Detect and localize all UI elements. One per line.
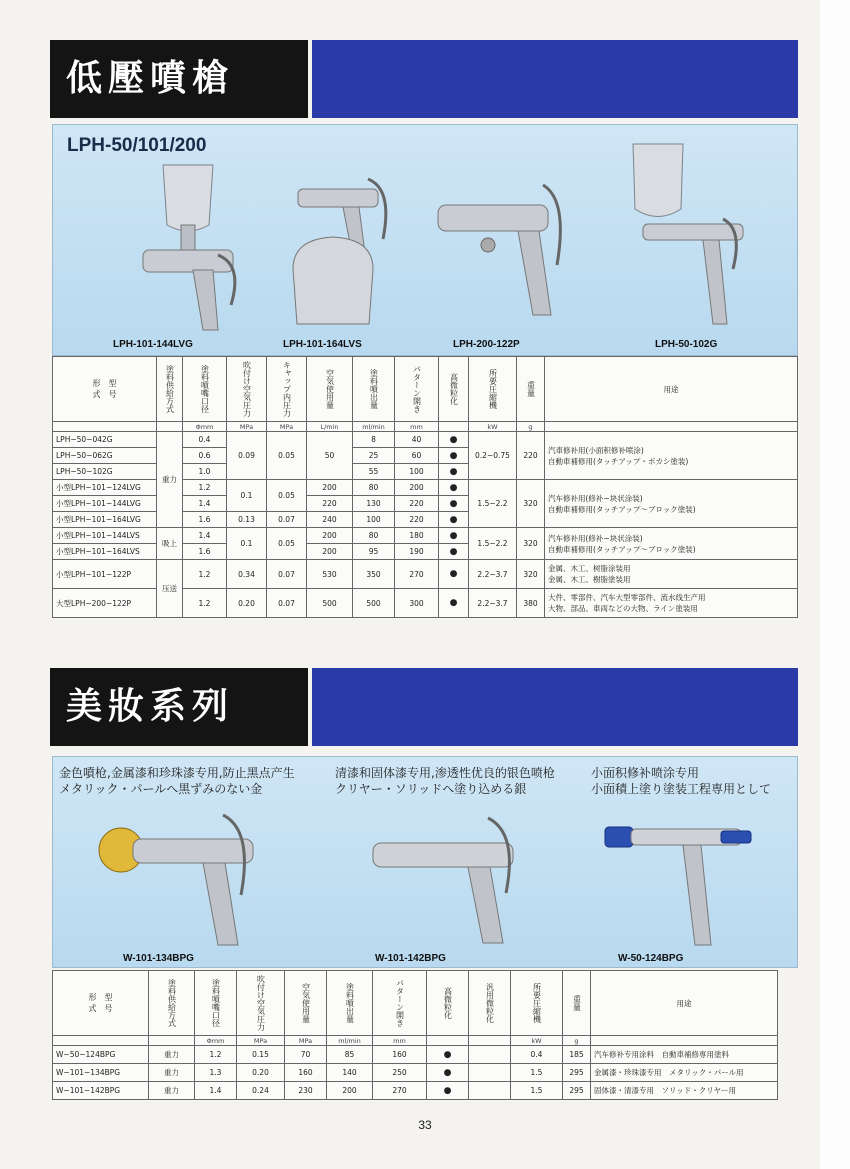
cap-cell: 0.05 <box>267 528 307 560</box>
comp-cell: 1.5−2.2 <box>469 480 517 528</box>
table-row <box>53 560 798 589</box>
unit: mm <box>373 1036 427 1046</box>
nozzle-cell: 0.4 <box>183 432 227 448</box>
nozzle-cell: 1.6 <box>183 544 227 560</box>
desc-line: 清漆和固体漆专用,渗透性优良的银色喷枪 <box>335 766 555 780</box>
weight-cell: 295 <box>563 1064 591 1082</box>
col-weight: 重量 <box>563 971 591 1036</box>
gun-label-7: W-50-124BPG <box>618 953 684 964</box>
table-row <box>53 1064 778 1082</box>
desc-line: メタリック・パールへ黒ずみのない金 <box>59 782 263 796</box>
fine-dot: ● <box>439 560 469 589</box>
col-atom-pressure: 吹付け空気圧力 <box>227 357 267 422</box>
paint-cell: 8 <box>353 432 395 448</box>
pattern-cell: 160 <box>373 1046 427 1064</box>
weight-cell: 380 <box>517 589 545 618</box>
spray-gun-gold-image <box>93 805 263 950</box>
cap-cell: 0.05 <box>267 480 307 512</box>
unit: g <box>563 1036 591 1046</box>
page-edge <box>820 0 850 1169</box>
desc-line: クリヤー・ソリッドへ塗り込める銀 <box>335 782 527 796</box>
atom-cell: 0.09 <box>227 432 267 480</box>
units-row <box>53 422 798 432</box>
section2-title: 美妝系列 <box>50 668 308 746</box>
fine-dot: ● <box>439 480 469 496</box>
atom-cell: 0.15 <box>237 1046 285 1064</box>
comp-cell: 0.4 <box>511 1046 563 1064</box>
nozzle-cell: 1.2 <box>195 1046 237 1064</box>
model-cell: LPH−50−102G <box>53 464 157 480</box>
nozzle-cell: 1.3 <box>195 1064 237 1082</box>
unit: MPa <box>285 1036 327 1046</box>
gun-label-6: W-101-142BPG <box>375 953 446 964</box>
weight-cell: 295 <box>563 1082 591 1100</box>
col-atom-pressure: 吹付け空気圧力 <box>237 971 285 1036</box>
pattern-cell: 180 <box>395 528 439 544</box>
air-cell: 70 <box>285 1046 327 1064</box>
paint-cell: 140 <box>327 1064 373 1082</box>
col-use: 用途 <box>545 357 798 422</box>
units-row <box>53 1036 778 1046</box>
paint-cell: 200 <box>327 1082 373 1100</box>
col-nozzle: 塗料噴嘴口径 <box>195 971 237 1036</box>
model-cell: LPH−50−042G <box>53 432 157 448</box>
use-cell: 金属、木工、树脂涂装用 金属、木工、樹脂塗装用 <box>545 560 798 589</box>
spray-gun-mini-image <box>623 139 763 329</box>
col-comp: 所要圧縮機 <box>469 357 517 422</box>
series-title: LPH-50/101/200 <box>67 135 207 156</box>
air-cell: 240 <box>307 512 353 528</box>
model-cell: 大型LPH−200−122P <box>53 589 157 618</box>
unit: MPa <box>227 422 267 432</box>
unit: Φmm <box>195 1036 237 1046</box>
atom-cell: 0.1 <box>227 528 267 560</box>
nozzle-cell: 1.4 <box>183 496 227 512</box>
comp-cell: 2.2−3.7 <box>469 560 517 589</box>
feed-cell: 重力 <box>149 1064 195 1082</box>
col-feed: 塗料供給方式 <box>157 357 183 422</box>
fine-dot: ● <box>439 464 469 480</box>
general-cell <box>469 1082 511 1100</box>
paint-cell: 80 <box>353 528 395 544</box>
fine-dot: ● <box>439 528 469 544</box>
spray-gun-silver-image <box>363 813 533 948</box>
section1-header <box>50 40 798 118</box>
paint-cell: 95 <box>353 544 395 560</box>
weight-cell: 320 <box>517 480 545 528</box>
pattern-cell: 190 <box>395 544 439 560</box>
spray-gun-blue-mini-image <box>603 805 763 950</box>
paint-cell: 25 <box>353 448 395 464</box>
model-cell: W−101−134BPG <box>53 1064 149 1082</box>
comp-cell: 2.2−3.7 <box>469 589 517 618</box>
cap-cell: 0.07 <box>267 589 307 618</box>
model-cell: 小型LPH−101−164LVS <box>53 544 157 560</box>
model-cell: LPH−50−062G <box>53 448 157 464</box>
gun-label-2: LPH-101-164LVS <box>283 339 362 350</box>
use-cell: 汽车修补用(修补−块状涂装) 自動車補修用(タッチアップ〜ブロック塗装) <box>545 480 798 528</box>
nozzle-cell: 1.2 <box>183 480 227 496</box>
cap-cell: 0.07 <box>267 560 307 589</box>
use-cell: 汽車修补用(小面积修补喷涂) 自動車補修用(タッチアップ・ボカシ塗装) <box>545 432 798 480</box>
comp-cell: 1.5−2.2 <box>469 528 517 560</box>
spray-gun-suction-image <box>283 159 413 334</box>
weight-cell: 320 <box>517 560 545 589</box>
paint-cell: 500 <box>353 589 395 618</box>
section2-photo <box>52 756 798 968</box>
col-fine: 高微粒化 <box>439 357 469 422</box>
gun-label-3: LPH-200-122P <box>453 339 520 350</box>
general-cell <box>469 1046 511 1064</box>
pattern-cell: 250 <box>373 1064 427 1082</box>
model-cell: 小型LPH−101−144LVG <box>53 496 157 512</box>
col-air: 空気使用量 <box>285 971 327 1036</box>
pattern-cell: 100 <box>395 464 439 480</box>
feed-cell: 重力 <box>149 1046 195 1064</box>
fine-dot: ● <box>427 1064 469 1082</box>
spray-gun-pressure-image <box>433 175 573 325</box>
gun-label-1: LPH-101-144LVG <box>113 339 193 350</box>
table-row <box>53 528 798 544</box>
atom-cell: 0.20 <box>227 589 267 618</box>
spec-table-2 <box>52 970 778 1100</box>
air-cell: 200 <box>307 544 353 560</box>
model-cell: 小型LPH−101−122P <box>53 560 157 589</box>
desc-gold <box>59 765 295 797</box>
desc-mini <box>591 765 771 797</box>
use-cell: 金属漆・珍珠漆专用 メタリック・パール用 <box>591 1064 778 1082</box>
air-cell: 500 <box>307 589 353 618</box>
fine-dot: ● <box>439 589 469 618</box>
unit: MPa <box>267 422 307 432</box>
nozzle-cell: 1.6 <box>183 512 227 528</box>
pattern-cell: 200 <box>395 480 439 496</box>
unit: g <box>517 422 545 432</box>
air-cell: 160 <box>285 1064 327 1082</box>
desc-silver <box>335 765 555 797</box>
page-number: 33 <box>418 1118 432 1132</box>
atom-cell: 0.20 <box>237 1064 285 1082</box>
pattern-cell: 270 <box>373 1082 427 1100</box>
fine-dot: ● <box>439 544 469 560</box>
unit: mm <box>395 422 439 432</box>
col-use: 用途 <box>591 971 778 1036</box>
air-cell: 200 <box>307 480 353 496</box>
feed-cell: 吸上 <box>157 528 183 560</box>
col-paint: 塗料噴出量 <box>353 357 395 422</box>
desc-line: 金色噴枪,金属漆和珍珠漆专用,防止黑点产生 <box>59 766 295 780</box>
col-model: 形 型 式 号 <box>53 971 149 1036</box>
col-pattern: パターン開き <box>373 971 427 1036</box>
unit: kW <box>469 422 517 432</box>
use-cell: 汽车修补用(修补−块状涂装) 自動車補修用(タッチアップ〜ブロック塗装) <box>545 528 798 560</box>
atom-cell: 0.13 <box>227 512 267 528</box>
fine-dot: ● <box>439 512 469 528</box>
section1-photo <box>52 124 798 356</box>
unit: ml/min <box>353 422 395 432</box>
fine-dot: ● <box>439 448 469 464</box>
desc-line: 小面積上塗り塗装工程専用として <box>591 782 772 796</box>
fine-dot: ● <box>427 1082 469 1100</box>
paint-cell: 85 <box>327 1046 373 1064</box>
comp-cell: 0.2−0.75 <box>469 432 517 480</box>
col-feed: 塗料供給方式 <box>149 971 195 1036</box>
desc-line: 小面积修补喷涂专用 <box>591 766 700 780</box>
paint-cell: 130 <box>353 496 395 512</box>
use-cell: 汽车修补专用涂料 自動車補修専用塗料 <box>591 1046 778 1064</box>
paint-cell: 55 <box>353 464 395 480</box>
nozzle-cell: 0.6 <box>183 448 227 464</box>
pattern-cell: 220 <box>395 496 439 512</box>
col-nozzle: 塗料噴嘴口径 <box>183 357 227 422</box>
unit: MPa <box>237 1036 285 1046</box>
paint-cell: 350 <box>353 560 395 589</box>
weight-cell: 320 <box>517 528 545 560</box>
model-cell: 小型LPH−101−144LVS <box>53 528 157 544</box>
nozzle-cell: 1.2 <box>183 560 227 589</box>
air-cell: 230 <box>285 1082 327 1100</box>
use-cell: 大件、零部件、汽车大型零部件、流水线生产用 大物、部品、車両などの大物、ライン塗装用 <box>545 589 798 618</box>
weight-cell: 220 <box>517 432 545 480</box>
air-cell: 530 <box>307 560 353 589</box>
col-general: 汎用微粒化 <box>469 971 511 1036</box>
unit: kW <box>511 1036 563 1046</box>
nozzle-cell: 1.4 <box>195 1082 237 1100</box>
general-cell <box>469 1064 511 1082</box>
feed-cell: 重力 <box>157 432 183 528</box>
col-weight: 重量 <box>517 357 545 422</box>
table-row <box>53 432 798 448</box>
gun-label-4: LPH-50-102G <box>655 339 718 350</box>
air-cell: 200 <box>307 528 353 544</box>
spray-gun-gravity-image <box>123 155 253 335</box>
col-comp: 所要圧縮機 <box>511 971 563 1036</box>
model-cell: 小型LPH−101−164LVG <box>53 512 157 528</box>
unit: L/min <box>307 422 353 432</box>
fine-dot: ● <box>439 496 469 512</box>
section1-band <box>312 40 798 118</box>
col-cap-pressure: キャップ内圧力 <box>267 357 307 422</box>
section1-title: 低壓噴槍 <box>50 40 308 118</box>
use-cell: 固体漆・清漆专用 ソリッド・クリヤー用 <box>591 1082 778 1100</box>
comp-cell: 1.5 <box>511 1064 563 1082</box>
cap-cell: 0.07 <box>267 512 307 528</box>
air-cell: 50 <box>307 432 353 480</box>
col-model: 形 型 式 号 <box>53 357 157 422</box>
unit: Φmm <box>183 422 227 432</box>
gun-label-5: W-101-134BPG <box>123 953 194 964</box>
atom-cell: 0.34 <box>227 560 267 589</box>
atom-cell: 0.24 <box>237 1082 285 1100</box>
col-air: 空気使用量 <box>307 357 353 422</box>
section2-band <box>312 668 798 746</box>
col-pattern: パターン開き <box>395 357 439 422</box>
table-row <box>53 1046 778 1064</box>
fine-dot: ● <box>439 432 469 448</box>
air-cell: 220 <box>307 496 353 512</box>
table-row <box>53 1082 778 1100</box>
feed-cell: 重力 <box>149 1082 195 1100</box>
pattern-cell: 220 <box>395 512 439 528</box>
col-fine: 高微粒化 <box>427 971 469 1036</box>
unit: ml/min <box>327 1036 373 1046</box>
nozzle-cell: 1.4 <box>183 528 227 544</box>
model-cell: W−101−142BPG <box>53 1082 149 1100</box>
pattern-cell: 300 <box>395 589 439 618</box>
model-cell: 小型LPH−101−124LVG <box>53 480 157 496</box>
atom-cell: 0.1 <box>227 480 267 512</box>
pattern-cell: 270 <box>395 560 439 589</box>
weight-cell: 185 <box>563 1046 591 1064</box>
nozzle-cell: 1.0 <box>183 464 227 480</box>
pattern-cell: 60 <box>395 448 439 464</box>
section2-header <box>50 668 798 746</box>
fine-dot: ● <box>427 1046 469 1064</box>
spec-table-1 <box>52 356 798 618</box>
paint-cell: 100 <box>353 512 395 528</box>
paint-cell: 80 <box>353 480 395 496</box>
cap-cell: 0.05 <box>267 432 307 480</box>
pattern-cell: 40 <box>395 432 439 448</box>
col-paint: 塗料噴出量 <box>327 971 373 1036</box>
comp-cell: 1.5 <box>511 1082 563 1100</box>
model-cell: W−50−124BPG <box>53 1046 149 1064</box>
nozzle-cell: 1.2 <box>183 589 227 618</box>
feed-cell: 压送 <box>157 560 183 618</box>
